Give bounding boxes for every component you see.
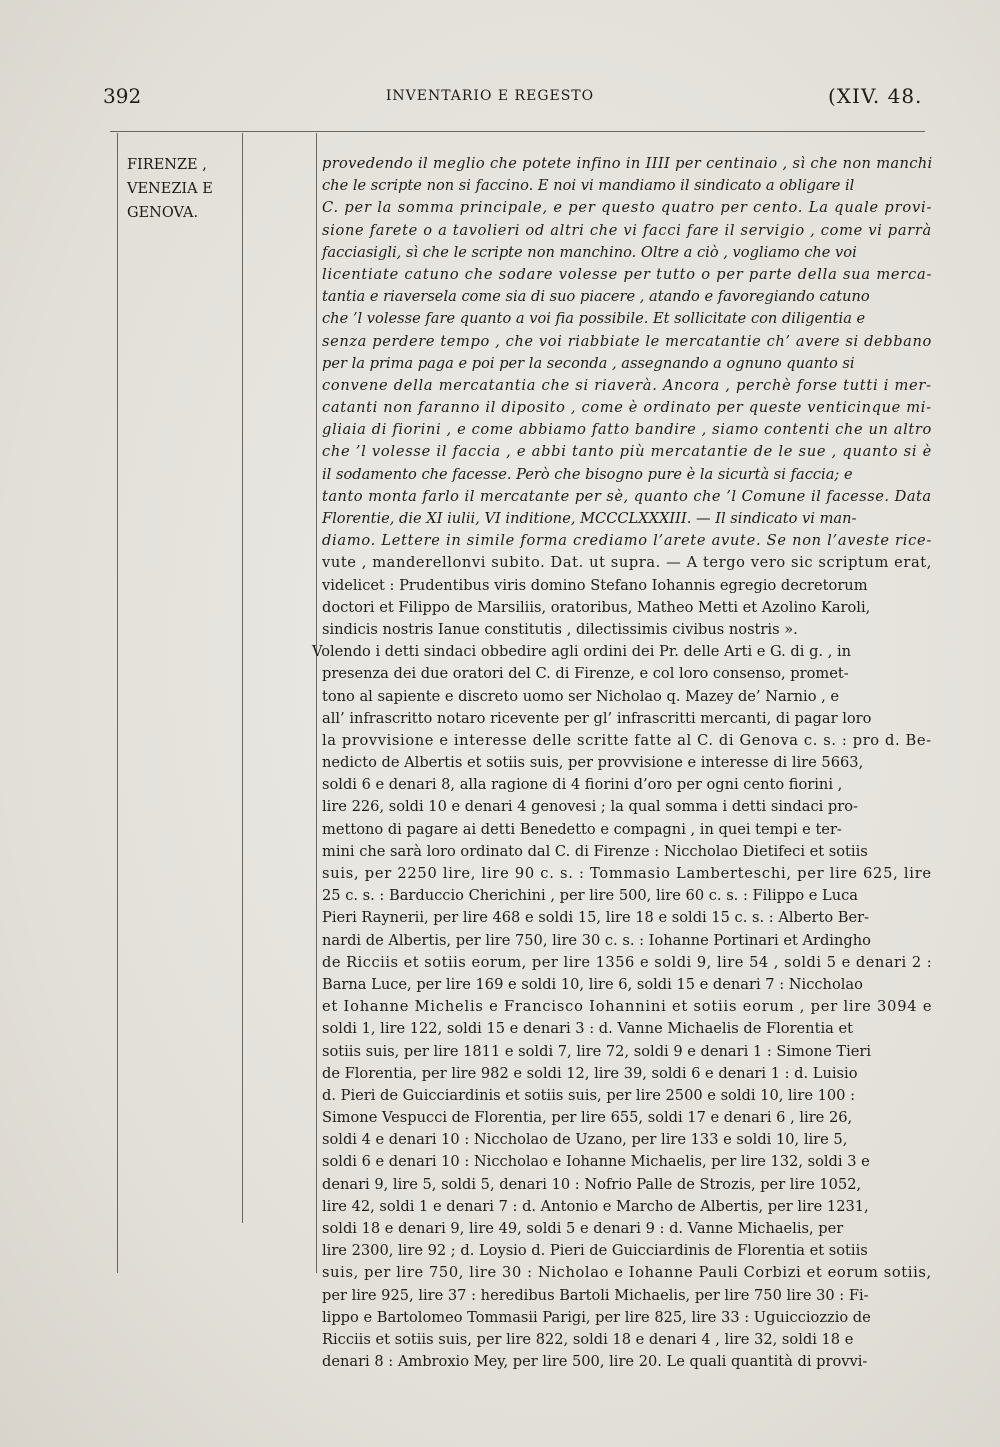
text-line: Volendo i detti sindaci obbedire agli ordini dei Pr. delle Arti e G. di g. , in [312, 643, 852, 661]
text-line: Pieri Raynerii, per lire 468 e soldi 15, lire 18 e soldi 15 c. s. : Alberto Ber- [322, 909, 870, 927]
page-number: 392 [103, 84, 142, 108]
text-line: diamo. Lettere in simile forma crediamo l’arete avute. Se non l’aveste rice- [322, 532, 932, 550]
margin-note-line: FIRENZE , [127, 157, 207, 173]
text-line: licentiate catuno che sodare volesse per tutto o per parte della sua merca- [322, 265, 933, 283]
text-line: presenza dei due oratori del C. di Firenze, e col loro consenso, promet- [322, 665, 849, 683]
text-line: denari 8 : Ambroxio Mey, per lire 500, lire 20. Le quali quantità di provvi- [322, 1353, 868, 1371]
text-line: nardi de Albertis, per lire 750, lire 30 c. s. : Iohanne Portinari et Ardingho [322, 931, 871, 949]
text-line: soldi 18 e denari 9, lire 49, soldi 5 e denari 9 : d. Vanne Michaelis, per [322, 1220, 844, 1237]
text-line: lippo e Bartolomeo Tommasii Parigi, per lire 825, lire 33 : Uguicciozzio de [322, 1308, 871, 1326]
text-line: convene della mercatantia che si riaverà. Ancora , perchè forse tutti i mer- [322, 376, 932, 394]
text-line: sindicis nostris Ianue constitutis , dilectissimis civibus nostris ». [322, 620, 798, 638]
text-line: lire 226, soldi 10 e denari 4 genovesi ; la qual somma i detti sindaci pro- [322, 798, 858, 816]
page-header [0, 84, 1000, 120]
text-line: per lire 925, lire 37 : heredibus Bartoli Michaelis, per lire 750 lire 30 : Fi- [322, 1286, 869, 1304]
text-line: senza perdere tempo , che voi riabbiate le mercatantie ch’ avere si debbano [322, 332, 932, 350]
text-line: per la prima paga e poi per la seconda , assegnando a ognuno quanto si [322, 354, 855, 372]
text-line: sione farete o a tavolieri od altri che vi facci fare il servigio , come vi parrà [322, 221, 932, 239]
text-line: facciasigli, sì che le scripte non manchino. Oltre a ciò , vogliamo che voi [322, 243, 857, 261]
margin-rule-middle [242, 133, 243, 1223]
text-line: che ’l volesse fare quanto a voi fia possibile. Et sollicitate con diligentia e [322, 310, 866, 328]
text-line: la provvisione e interesse delle scritte fatte al C. di Genova c. s. : pro d. Be- [322, 731, 932, 749]
text-line: tono al sapiente e discreto uomo ser Nicholao q. Mazey de’ Narnio , e [322, 687, 840, 705]
text-line: mini che sarà loro ordinato dal C. di Firenze : Niccholao Dietifeci et sotiis [322, 842, 868, 860]
margin-note [127, 153, 239, 225]
text-line: tanto monta farlo il mercatante per sè, quanto che ’l Comune il facesse. Data [322, 487, 932, 505]
text-line: Ricciis et sotiis suis, per lire 822, soldi 18 e denari 4 , lire 32, soldi 18 e [322, 1330, 854, 1348]
margin-note-line: VENEZIA E [127, 181, 213, 197]
text-line: che le scripte non si faccino. E noi vi mandiamo il sindicato a obligare il [322, 177, 855, 195]
text-line: provedendo il meglio che potete infino in IIII per centinaio , sì che non manchi [322, 155, 933, 172]
text-line: Barna Luce, per lire 169 e soldi 10, lire 6, soldi 15 e denari 7 : Niccholao [322, 975, 863, 993]
text-line: all’ infrascritto notaro ricevente per gl’ infrascritti mercanti, di pagar loro [322, 709, 872, 727]
text-line: soldi 4 e denari 10 : Niccholao de Uzano, per lire 133 e soldi 10, lire 5, [322, 1131, 848, 1149]
text-line: catanti non faranno il diposito , come è ordinato per queste venticinque mi- [322, 399, 932, 417]
text-line: Florentie, die XI iulii, VI inditione, MCCCLXXXIII. — Il sindicato vi man- [322, 510, 857, 527]
text-line: suis, per 2250 lire, lire 90 c. s. : Tommasio Lamberteschi, per lire 625, lire [322, 865, 932, 882]
header-rule [110, 131, 925, 132]
body-text [312, 153, 933, 1373]
section-reference: (XIV. 48. [828, 84, 923, 108]
text-line: il sodamento che facesse. Però che bisogno pure è la sicurtà si faccia; e [322, 465, 853, 483]
text-line: videlicet : Prudentibus viris domino Stefano Iohannis egregio decretorum [322, 576, 868, 594]
text-line: Simone Vespucci de Florentia, per lire 655, soldi 17 e denari 6 , lire 26, [322, 1109, 853, 1127]
text-line: 25 c. s. : Barduccio Cherichini , per lire 500, lire 60 c. s. : Filippo e Luca [322, 887, 858, 905]
margin-rule-left [117, 133, 118, 1273]
text-line: de Ricciis et sotiis eorum, per lire 1356 e soldi 9, lire 54 , soldi 5 e denari 2 : [322, 953, 933, 971]
text-line: denari 9, lire 5, soldi 5, denari 10 : Nofrio Palle de Strozis, per lire 1052, [322, 1175, 862, 1193]
text-line: che ’l volesse il faccia , e abbi tanto più mercatantie de le sue , quanto si è [322, 443, 933, 461]
text-line: doctori et Filippo de Marsiliis, oratoribus, Matheo Metti et Azolino Karoli, [322, 598, 871, 616]
margin-note-line: GENOVA. [127, 205, 199, 221]
text-line: gliaia di fiorini , e come abbiamo fatto bandire , siamo contenti che un altro [322, 421, 932, 439]
text-line: suis, per lire 750, lire 30 : Nicholao e Iohanne Pauli Corbizi et eorum sotiis, [322, 1264, 932, 1282]
text-line: lire 2300, lire 92 ; d. Loysio d. Pieri de Guicciardinis de Florentia et sotiis [322, 1242, 868, 1260]
text-line: d. Pieri de Guicciardinis et sotiis suis, per lire 2500 e soldi 10, lire 100 : [322, 1086, 855, 1104]
text-line: C. per la somma principale, e per questo quatro per cento. La quale provi- [322, 199, 933, 217]
text-line: nedicto de Albertis et sotiis suis, per provvisione e interesse di lire 5663, [322, 754, 864, 772]
text-line: vute , manderellonvi subito. Dat. ut supra. — A tergo vero sic scriptum erat, [322, 554, 932, 572]
margin-rule-right [316, 133, 317, 1273]
text-line: soldi 6 e denari 8, alla ragione di 4 fiorini d’oro per ogni cento fiorini , [322, 776, 843, 794]
text-line: sotiis suis, per lire 1811 e soldi 7, lire 72, soldi 9 e denari 1 : Simone Tieri [322, 1042, 872, 1060]
text-line: lire 42, soldi 1 e denari 7 : d. Antonio e Marcho de Albertis, per lire 1231, [322, 1197, 869, 1215]
text-line: soldi 6 e denari 10 : Niccholao e Iohanne Michaelis, per lire 132, soldi 3 e [322, 1153, 870, 1171]
running-title: INVENTARIO E REGESTO [385, 88, 595, 104]
text-line: soldi 1, lire 122, soldi 15 e denari 3 : d. Vanne Michaelis de Florentia et [322, 1020, 853, 1038]
text-line: et Iohanne Michelis e Francisco Iohannini et sotiis eorum , per lire 3094 e [322, 998, 933, 1016]
text-line: mettono di pagare ai detti Benedetto e compagni , in quei tempi e ter- [322, 820, 842, 838]
text-line: de Florentia, per lire 982 e soldi 12, lire 39, soldi 6 e denari 1 : d. Luisio [322, 1064, 858, 1082]
text-line: tantia e riaversela come sia di suo piacere , atando e favoregiando catuno [322, 288, 870, 306]
